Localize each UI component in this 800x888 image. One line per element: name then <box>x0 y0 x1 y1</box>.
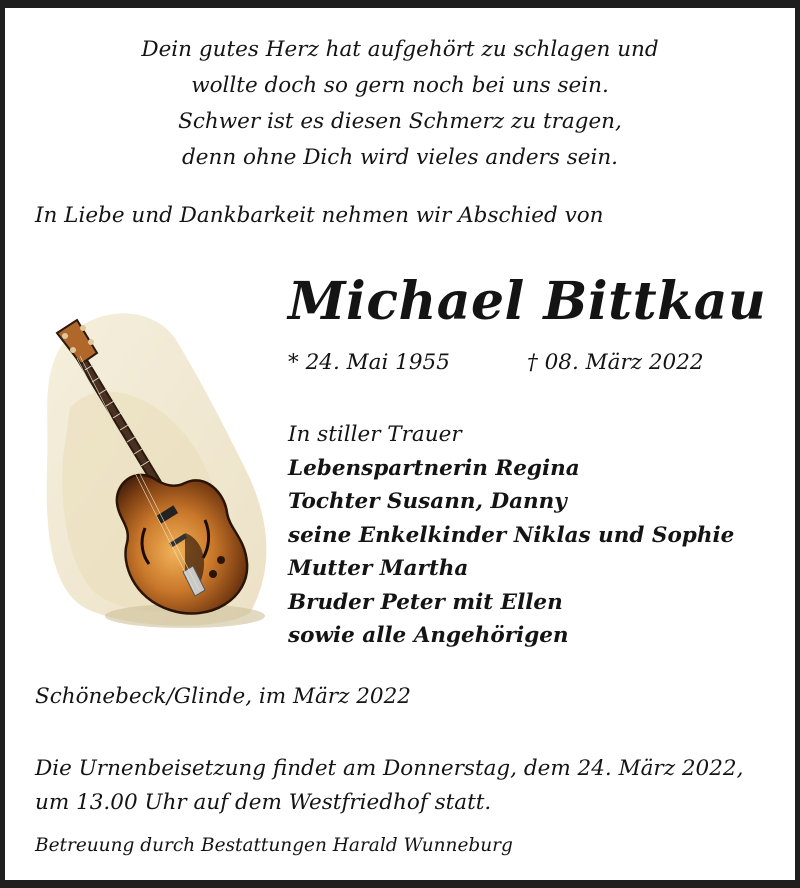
mourners-list <box>288 418 734 653</box>
mourner-entry: Bruder Peter mit Ellen <box>288 589 563 615</box>
undertaker-credit: Betreuung durch Bestattungen Harald Wunneburg <box>35 835 513 856</box>
guitar-illustration <box>35 298 285 638</box>
mourner-entry: Mutter Martha <box>288 556 469 581</box>
farewell-intro: In Liebe und Dankbarkeit nehmen wir Abschied von <box>35 203 604 228</box>
poem-line: Dein gutes Herz hat aufgehört zu schlagen und <box>141 37 659 62</box>
burial-line: Die Urnenbeisetzung findet am Donnerstag, dem 24. März 2022, <box>35 756 744 781</box>
poem-line: Schwer ist es diesen Schmerz zu tragen, <box>178 109 622 134</box>
birth-date: * 24. Mai 1955 <box>288 350 450 375</box>
burial-info <box>35 752 743 820</box>
memorial-poem <box>5 32 795 176</box>
mourner-entry: seine Enkelkinder Niklas und Sophie <box>288 522 735 548</box>
mourner-entry: Lebenspartnerin Regina <box>288 455 580 481</box>
deceased-name: Michael Bittkau <box>288 271 767 332</box>
place-and-date: Schönebeck/Glinde, im März 2022 <box>35 684 411 709</box>
mourner-entry: Tochter Susann, Danny <box>288 489 567 514</box>
mourner-entry: sowie alle Angehörigen <box>288 623 569 648</box>
poem-line: wollte doch so gern noch bei uns sein. <box>191 73 609 98</box>
mourners-heading: In stiller Trauer <box>288 422 462 447</box>
death-date: † 08. März 2022 <box>527 350 704 375</box>
poem-line: denn ohne Dich wird vieles anders sein. <box>181 145 619 170</box>
burial-line: um 13.00 Uhr auf dem Westfriedhof statt. <box>35 790 492 815</box>
